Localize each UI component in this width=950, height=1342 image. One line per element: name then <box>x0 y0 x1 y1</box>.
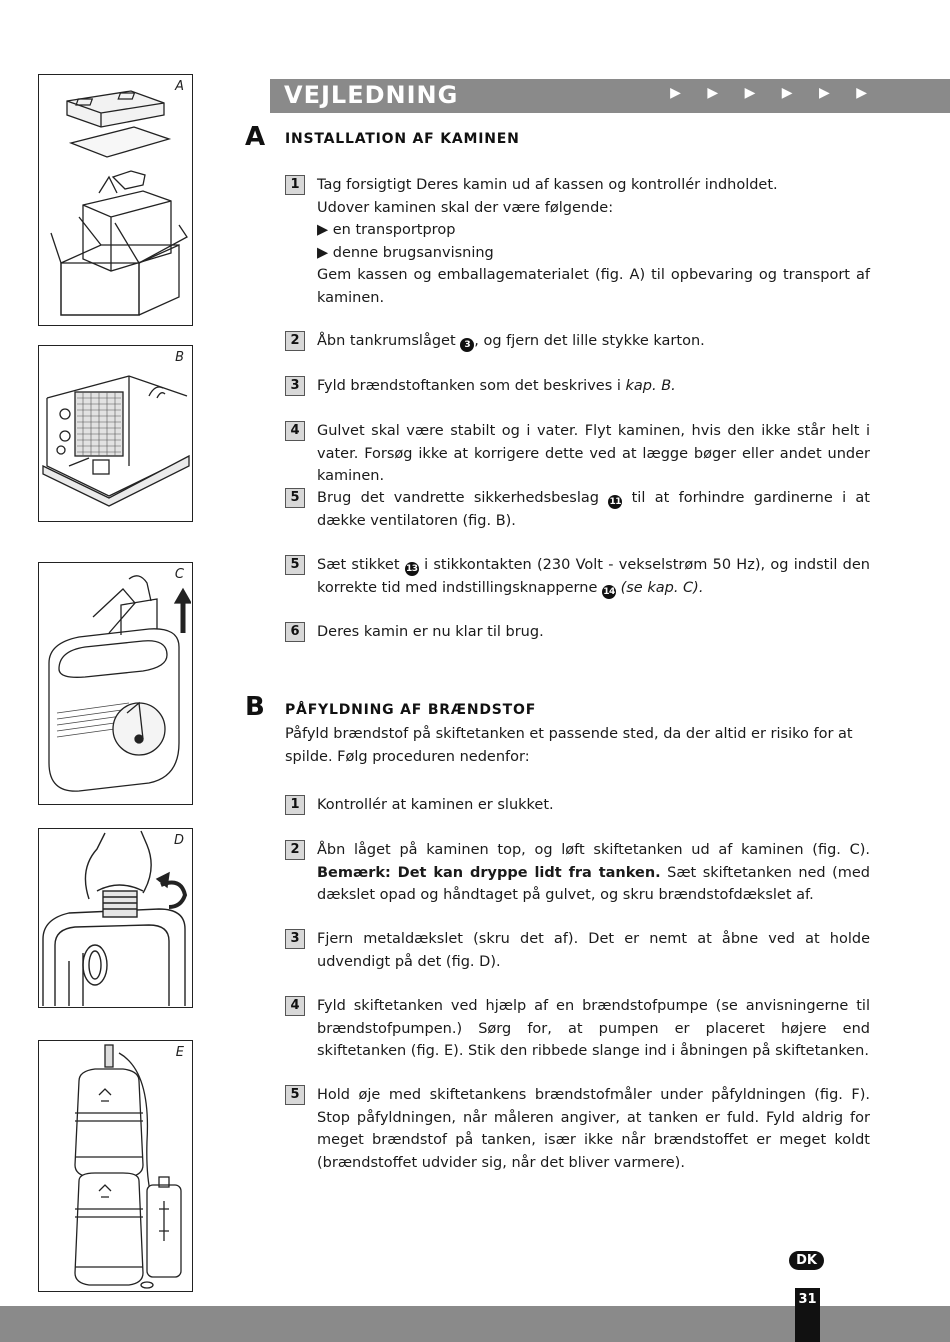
fuel-pump-illustration <box>39 1041 191 1290</box>
part-number-badge: 14 <box>603 586 615 597</box>
figure-letter: D <box>173 833 184 848</box>
section-a-step-5b <box>285 554 870 599</box>
section-a-step-1 <box>285 174 870 309</box>
step-text <box>317 375 870 398</box>
figure-letter: C <box>174 567 184 582</box>
step-number: 6 <box>285 622 305 642</box>
page-number-box <box>795 1288 820 1342</box>
step-text <box>317 487 870 532</box>
section-a-step-4 <box>285 420 870 488</box>
step-line: ▶ denne brugsanvisning <box>317 244 494 261</box>
step-text: Fjern metaldækslet (skru det af). Det er nemt at åbne ved at holde udvendigt på det (fig. D). <box>317 931 870 970</box>
section-b-step-5 <box>285 1084 870 1174</box>
figure-letter: E <box>175 1045 184 1060</box>
step-text: Gulvet skal være stabilt og i vater. Flyt kaminen, hvis den ikke står helt i vater. Forsøg ikke at korrigere dette ved at lægge bøger eller andet under kaminen. <box>317 423 870 484</box>
section-a-letter: A <box>245 122 266 152</box>
section-a-step-6 <box>285 621 870 644</box>
step-text-part: Sæt stikket <box>317 557 405 573</box>
step-number: 5 <box>285 555 305 575</box>
step-number: 3 <box>285 929 305 949</box>
step-text-part: Brug det vandrette sikkerhedsbeslag <box>317 490 609 506</box>
step-text-part: Sæt skiftetanken ned (med dækslet opad og håndtaget på gulvet, og skru brændstofdækslet af. <box>317 864 870 903</box>
step-number: 5 <box>285 1085 305 1105</box>
chapter-reference: kap. B. <box>625 378 676 394</box>
step-number: 4 <box>285 421 305 441</box>
section-b-step-4 <box>285 995 870 1063</box>
figure-letter: B <box>175 350 184 365</box>
page-title: VEJLEDNING <box>284 81 459 109</box>
warning-note: Bemærk: Det kan dryppe lidt fra tanken. <box>317 864 661 881</box>
step-text-part: Fyld brændstoftanken som det beskrives i <box>317 378 626 394</box>
step-number: 3 <box>285 376 305 396</box>
section-a-title: INSTALLATION AF KAMINEN <box>285 131 520 147</box>
header-bar <box>270 79 950 113</box>
step-text: Fyld skiftetanken ved hjælp af en brændstofpumpe (se anvisningerne til brændstofpumpen.) Sørg for, at pumpen er placeret højere end skiftetanken (fig. E). Stik den ribbede slange ind i åbningen på skiftetanken. <box>317 998 870 1059</box>
part-number-badge: 3 <box>460 338 474 352</box>
heater-tank-removal-illustration <box>39 563 191 803</box>
figure-a <box>38 74 193 326</box>
figure-b <box>38 345 193 522</box>
section-a-step-3 <box>285 375 870 398</box>
figure-e <box>38 1040 193 1292</box>
language-badge: DK <box>789 1251 824 1270</box>
figure-d <box>38 828 193 1008</box>
section-b-step-2 <box>285 839 870 907</box>
section-b-title: PÅFYLDNING AF BRÆNDSTOF <box>285 702 537 718</box>
chapter-reference: (se kap. C). <box>615 579 704 596</box>
step-number: 2 <box>285 840 305 860</box>
step-text-part: , og fjern det lille stykke karton. <box>474 333 705 349</box>
step-text <box>317 554 870 599</box>
section-b-letter: B <box>245 692 265 722</box>
box-unpacking-illustration <box>39 75 191 324</box>
part-number-badge: 11 <box>609 497 622 507</box>
section-b-intro: Påfyld brændstof på skiftetanken et passende sted, da der altid er risiko for at spilde. Følg proceduren nedenfor: <box>285 726 853 765</box>
step-text <box>317 330 870 353</box>
part-number-badge: 13 <box>406 564 418 574</box>
step-number: 5 <box>285 488 305 508</box>
step-text: Hold øje med skiftetankens brændstofmåler under påfyldningen (fig. F). Stop påfyldningen, når måleren angiver, at tanken er fuld. Fyld aldrig for meget brændstof på tanken, især ikke når brændstoffet er meget koldt (brændstoffet udvider sig, når det bliver varmere). <box>317 1087 870 1171</box>
step-text-part: i stikkontakten (230 Volt - vekselstrøm 50 Hz), og indstil den korrekte tid med indstillingsknapperne <box>317 557 870 596</box>
step-number: 1 <box>285 795 305 815</box>
section-b-step-3 <box>285 928 870 973</box>
heater-back-illustration <box>39 346 191 520</box>
step-text: Kontrollér at kaminen er slukket. <box>317 797 554 813</box>
step-number: 4 <box>285 996 305 1016</box>
figure-letter: A <box>175 79 184 94</box>
step-number: 1 <box>285 175 305 195</box>
figure-c <box>38 562 193 805</box>
step-text-part: Åbn låget på kaminen top, og løft skiftetanken ud af kaminen (fig. C). <box>317 842 870 858</box>
step-text <box>317 174 870 309</box>
step-text-part: Åbn tankrumslåget <box>317 333 461 349</box>
section-a-step-2 <box>285 330 870 353</box>
step-text-part: til at forhindre gardinerne i at dække ventilatoren (fig. B). <box>317 490 870 529</box>
step-line: Gem kassen og emballagematerialet (fig. A) til opbevaring og transport af kaminen. <box>317 267 870 306</box>
step-line: Udover kaminen skal der være følgende: <box>317 199 614 216</box>
section-a-step-5 <box>285 487 870 532</box>
page-number: 31 <box>798 1292 817 1307</box>
step-line: Tag forsigtigt Deres kamin ud af kassen og kontrollér indholdet. <box>317 177 778 193</box>
step-line: ▶ en transportprop <box>317 222 456 238</box>
section-b-step-1 <box>285 794 870 817</box>
step-number: 2 <box>285 331 305 351</box>
step-text <box>317 839 870 907</box>
cap-unscrew-illustration <box>39 829 191 1006</box>
header-arrows-icon: ▶ ▶ ▶ ▶ ▶ ▶ <box>670 85 878 101</box>
step-text: Deres kamin er nu klar til brug. <box>317 624 544 640</box>
